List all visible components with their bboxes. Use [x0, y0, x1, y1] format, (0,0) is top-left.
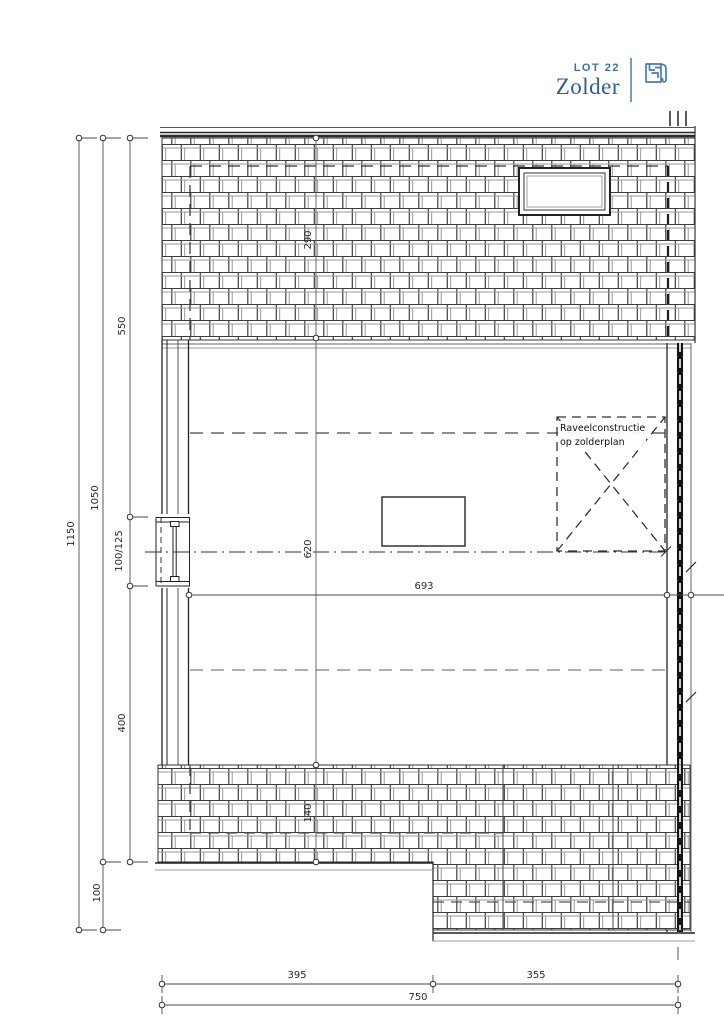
- dim-interior-depth: 620: [303, 539, 314, 559]
- roof-top-bottom-edge: [162, 344, 691, 348]
- dim-roof-top-depth: 290: [303, 230, 314, 250]
- page-title: Zolder: [555, 74, 620, 99]
- dim-550: 550: [117, 316, 128, 336]
- left-wall-opening: [152, 514, 192, 588]
- roof-plane-top: [162, 126, 695, 343]
- ridge-line: [160, 128, 695, 137]
- chimney-block: [382, 497, 465, 546]
- dim-100: 100: [92, 883, 103, 903]
- dim-400: 400: [117, 713, 128, 733]
- lot-label: LOT 22: [573, 62, 620, 74]
- dim-roof-bottom-depth: 140: [303, 803, 314, 823]
- raveel-label-line1: Raveelconstructie: [560, 423, 646, 434]
- dim-chain-bottom: [159, 970, 681, 1014]
- ridge-vent-ticks: [670, 111, 686, 126]
- dim-chain-center: [303, 135, 319, 865]
- dim-opening: 100/125: [114, 530, 125, 572]
- raveel-label-line2: op zolderplan: [560, 437, 625, 448]
- dim-chain-left: [66, 135, 148, 933]
- dim-1050: 1050: [90, 485, 101, 511]
- dim-total-height: 1150: [66, 521, 77, 547]
- roof-plane-bottom: [155, 765, 695, 960]
- dim-bottom-right: 355: [526, 970, 546, 981]
- dim-bottom-left: 395: [287, 970, 307, 981]
- interior-lines: [145, 433, 671, 670]
- skylight: [519, 168, 610, 215]
- dim-interior-width: [186, 581, 724, 598]
- dim-interior-width-label: 693: [414, 581, 434, 592]
- dim-bottom-total: 750: [408, 992, 428, 1003]
